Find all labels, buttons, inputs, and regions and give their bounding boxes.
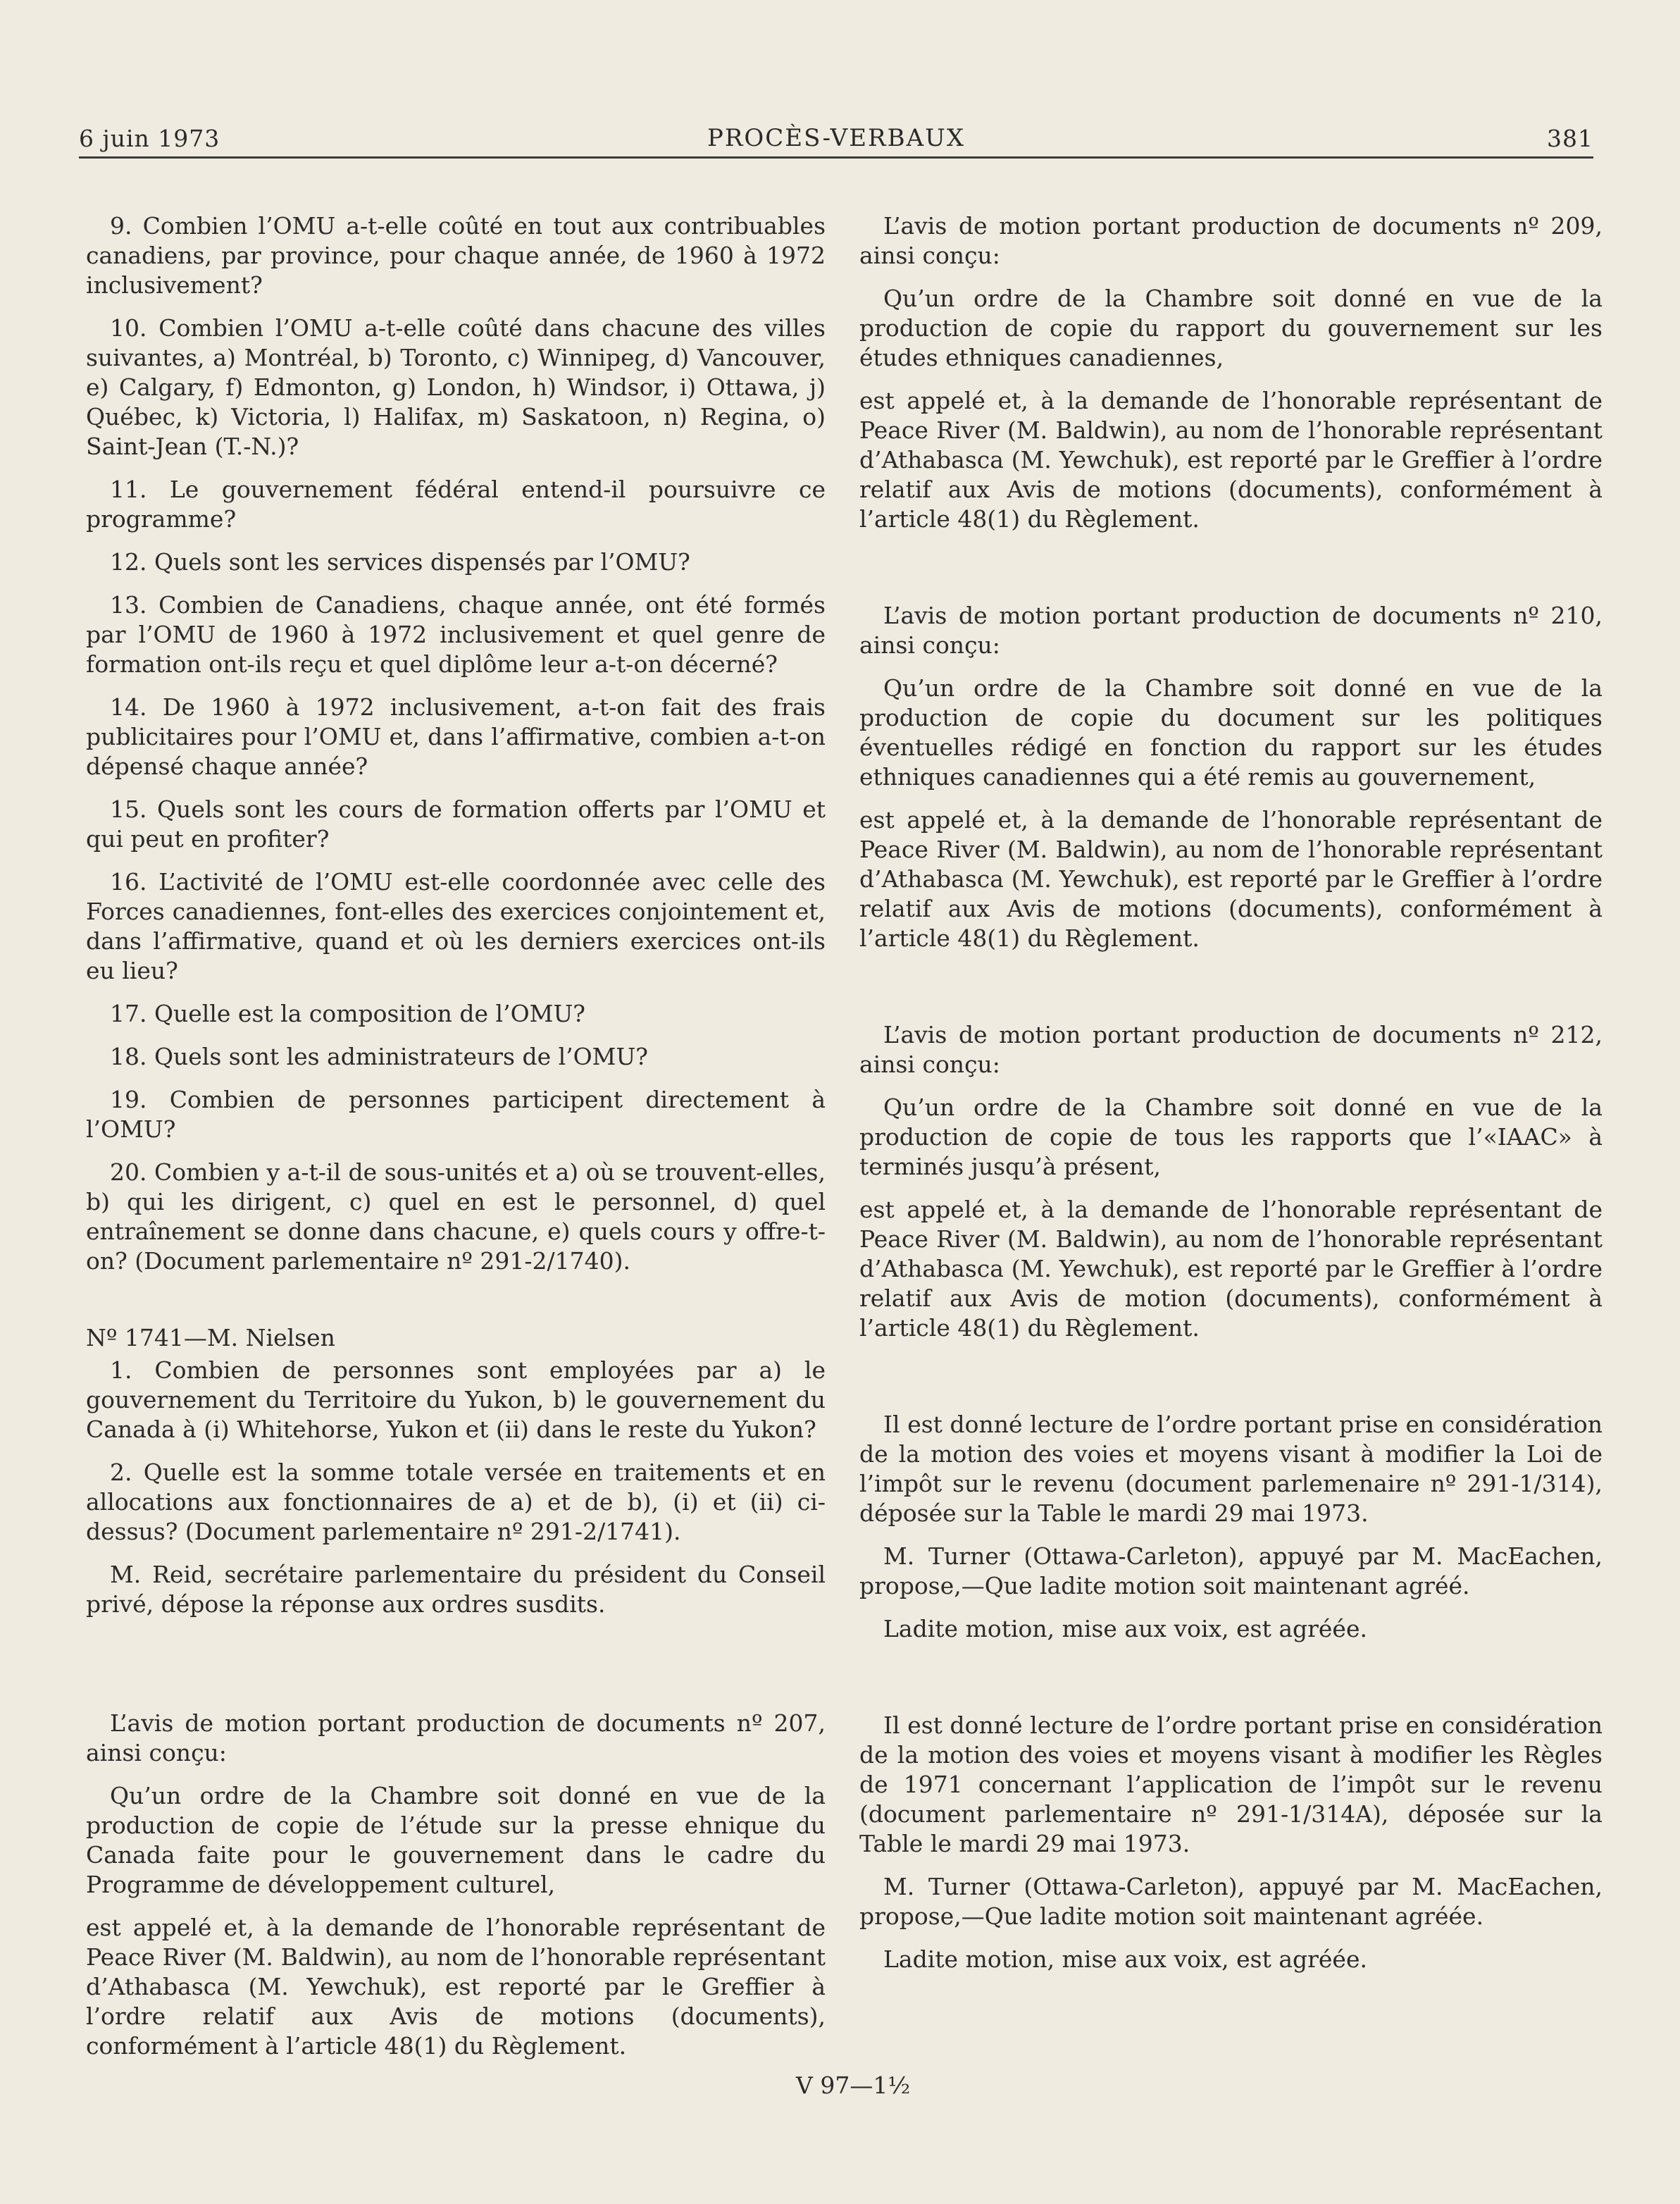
question-17: 17. Quelle est la composition de l’OMU? [110, 1000, 585, 1027]
page-number: 381 [1547, 125, 1593, 152]
motion-210-result: est appelé et, à la demande de l’honorable représentant de Peace River (M. Baldwin), au nom de l’honorable représentant d’Athabasca (M. Yewchuk), est reporté par le Greffier à l’ordre relatif aux Avis de motions (documents), conformément à l’article 48(1) du Règlement. [859, 806, 1603, 952]
reid-answer: M. Reid, secrétaire parlementaire du président du Conseil privé, dépose la réponse aux ordres susdits. [86, 1561, 826, 1618]
question-9: 9. Combien l’OMU a-t-elle coûté en tout aux contribuables canadiens, par province, pour chaque année, de 1960 à 1972 inclusivement? [86, 212, 826, 299]
question-10: 10. Combien l’OMU a-t-elle coûté dans chacune des villes suivantes, a) Montréal, b) Toronto, c) Winnipeg, d) Vancouver, e) Calgary, f) Edmonton, g) London, h) Windsor, i) Ottawa, j) Québec, k) Victoria, l) Halifax, m) Saskatoon, n) Regina, o) Saint-Jean (T.-N.)? [86, 314, 826, 460]
ways-means-1-vote: Ladite motion, mise aux voix, est agréée. [883, 1615, 1367, 1642]
question-13: 13. Combien de Canadiens, chaque année, ont été formés par l’OMU de 1960 à 1972 inclusivement et quel genre de formation ont-ils reçu et quel diplôme leur a-t-on décerné? [86, 591, 826, 678]
question-14: 14. De 1960 à 1972 inclusivement, a-t-on fait des frais publicitaires pour l’OMU et, dans l’affirmative, combien a-t-on dépensé chaque année? [86, 693, 826, 780]
motion-212-result: est appelé et, à la demande de l’honorable représentant de Peace River (M. Baldwin), au nom de l’honorable représentant d’Athabasca (M. Yewchuk), est reporté par le Greffier à l’ordre relatif aux Avis de motion (documents), conformément à l’article 48(1) du Règlement. [859, 1196, 1603, 1342]
motion-212-intro: L’avis de motion portant production de documents nº 212, ainsi conçu: [859, 1021, 1603, 1078]
motion-209-intro: L’avis de motion portant production de documents nº 209, ainsi conçu: [859, 212, 1603, 269]
ways-means-1-turner: M. Turner (Ottawa-Carleton), appuyé par M. MacEachen, propose,—Que ladite motion soit maintenant agréé. [859, 1542, 1603, 1599]
question-16: 16. L’activité de l’OMU est-elle coordonnée avec celle des Forces canadiennes, font-elles des exercices conjointement et, dans l’affirmative, quand et où les derniers exercices ont-ils eu lieu? [86, 868, 826, 984]
question-18: 18. Quels sont les administrateurs de l’OMU? [110, 1043, 648, 1070]
question-19: 19. Combien de personnes participent directement à l’OMU? [86, 1086, 826, 1143]
ways-means-1-text: Il est donné lecture de l’ordre portant prise en considération de la motion des voies et moyens visant à modifier la Loi de l’impôt sur le revenu (document parlemenaire nº 291-1/314), déposée sur la Table le mardi 29 mai 1973. [859, 1411, 1603, 1527]
motion-210-text: Qu’un ordre de la Chambre soit donné en vue de la production de copie du document sur les politiques éventuelles rédigé en fonction du rapport sur les études ethniques canadiennes qui a été remis au gouvernement, [859, 674, 1603, 791]
question-11: 11. Le gouvernement fédéral entend-il poursuivre ce programme? [86, 476, 826, 533]
motion-207-result: est appelé et, à la demande de l’honorable représentant de Peace River (M. Baldwin), au nom de l’honorable représentant d’Athabasca (M. Yewchuk), est reporté par le Greffier à l’ordre relatif aux Avis de motions (documents), conformément à l’article 48(1) du Règlement. [86, 1914, 826, 2060]
left-column [86, 211, 826, 2074]
right-column [859, 211, 1603, 1988]
question-20: 20. Combien y a-t-il de sous-unités et a) où se trouvent-elles, b) qui les dirigent, c) quel en est le personnel, d) quel entraînement se donne dans chacune, e) quels cours y offre-t-on? (Document parlementaire nº 291-2/1740). [86, 1158, 826, 1275]
question-12: 12. Quels sont les services dispensés par l’OMU? [110, 548, 690, 576]
question-1741-1: 1. Combien de personnes sont employées par a) le gouvernement du Territoire du Yukon, b) le gouvernement du Canada à (i) Whitehorse, Yukon et (ii) dans le reste du Yukon? [86, 1356, 826, 1443]
motion-209-result: est appelé et, à la demande de l’honorable représentant de Peace River (M. Baldwin), au nom de l’honorable représentant d’Athabasca (M. Yewchuk), est reporté par le Greffier à l’ordre relatif aux Avis de motions (documents), conformément à l’article 48(1) du Règlement. [859, 387, 1603, 533]
question-1741-heading: Nº 1741—M. Nielsen [86, 1324, 335, 1351]
page-header [79, 118, 1593, 159]
ways-means-2-turner: M. Turner (Ottawa-Carleton), appuyé par M. MacEachen, propose,—Que ladite motion soit maintenant agréée. [859, 1873, 1603, 1930]
question-15: 15. Quels sont les cours de formation offerts par l’OMU et qui peut en profiter? [86, 795, 826, 853]
motion-207-text: Qu’un ordre de la Chambre soit donné en vue de la production de copie de l’étude sur la presse ehnique du Canada faite pour le gouvernement dans le cadre du Programme de développement culturel, [86, 1782, 826, 1898]
motion-210-intro: L’avis de motion portant production de documents nº 210, ainsi conçu: [859, 602, 1603, 659]
motion-209-text: Qu’un ordre de la Chambre soit donné en vue de la production de copie du rapport du gouvernement sur les études ethniques canadiennes, [859, 285, 1603, 371]
motion-212-text: Qu’un ordre de la Chambre soit donné en vue de la production de copie de tous les rapports que l’«IAAC» à terminés jusqu’à présent, [859, 1094, 1603, 1180]
ways-means-2-vote: Ladite motion, mise aux voix, est agréée. [883, 1945, 1367, 1973]
question-1741-2: 2. Quelle est la somme totale versée en traitements et en allocations aux fonctionnaires de a) et de b), (i) et (ii) ci-dessus? (Document parlementaire nº 291-2/1741). [86, 1459, 826, 1545]
signature-mark: V 97—1½ [796, 2072, 911, 2099]
header-title: PROCÈS-VERBAUX [707, 124, 966, 152]
ways-means-2-text: Il est donné lecture de l’ordre portant prise en considération de la motion des voies et moyens visant à modifier les Règles de 1971 concernant l’application de l’impôt sur le revenu (document parlementaire nº 291-1/314A), déposée sur la Table le mardi 29 mai 1973. [859, 1711, 1603, 1857]
header-date: 6 juin 1973 [79, 125, 220, 152]
motion-207-intro: L’avis de motion portant production de documents nº 207, ainsi conçu: [86, 1709, 826, 1766]
